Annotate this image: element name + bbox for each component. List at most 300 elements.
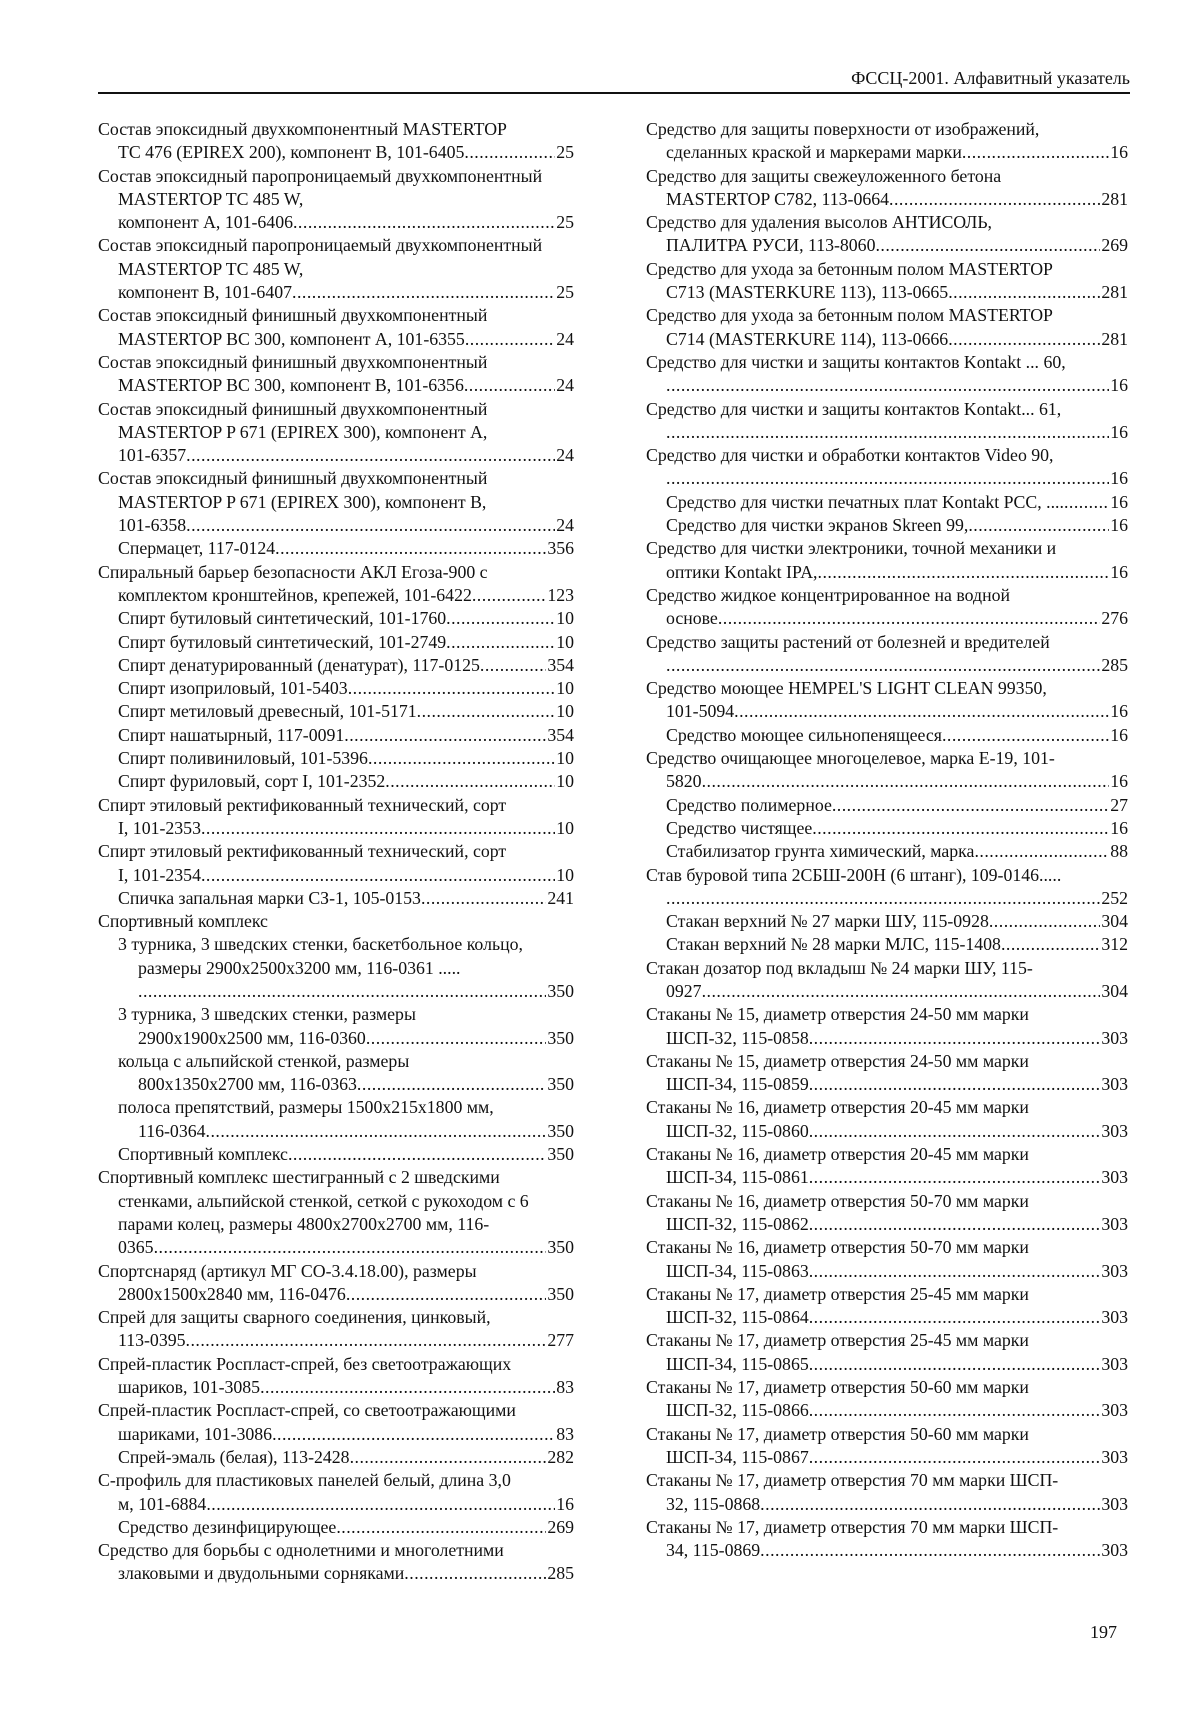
dot-leader [809,1399,1101,1422]
index-entry-label: 101-6358 [118,515,187,536]
index-entry-leader-line [666,607,1128,630]
index-entry-leader-line [118,817,574,840]
index-entry-leader-line [118,724,574,747]
index-entry [98,537,574,560]
index-entry-leader-line [666,887,1128,910]
dot-leader [293,211,555,234]
dot-leader [348,677,556,700]
index-entry-page: 303 [1101,1446,1128,1467]
dot-leader [809,1027,1101,1050]
dot-leader [812,817,1109,840]
index-entry-page: 16 [556,1493,574,1514]
index-entry [646,1516,1128,1563]
index-entry-text: Спортивный комплекс [98,911,268,932]
index-entry-text: полоса препятствий, размеры 1500x215x1800 мм, [118,1097,494,1118]
index-entry-page: 10 [556,608,574,629]
index-entry-leader-line [118,1446,574,1469]
index-entry-leader-line [666,1120,1128,1143]
index-entry [646,1050,1128,1097]
index-entry-page: 350 [547,1283,574,1304]
dot-leader [186,514,555,537]
index-entry-text: Состав эпоксидный двухкомпонентный MASTERTOP [98,119,507,139]
index-entry-text: Средство очищающее многоцелевое, марка Е-19, 101- [646,748,1055,769]
dot-leader [260,1376,555,1399]
index-entry-text: Средство для чистки и обработки контактов Video 90, [646,445,1054,466]
index-entry-text: Средство для ухода за бетонным полом MASTERTOP [646,258,1053,279]
index-entry-leader-line [666,1260,1128,1283]
index-entry-text: 3 турника, 3 шведских стенки, размеры [118,1004,416,1025]
index-entry-leader-line [666,374,1128,397]
index-entry-leader-line [138,980,574,1003]
index-entry-leader-line [118,1143,574,1166]
index-entry-leader-line [118,677,574,700]
index-entry-page: 16 [1110,421,1128,442]
index-entry-leader-line [118,887,574,910]
index-entry-page: 350 [547,1074,574,1095]
index-entry [646,1236,1128,1283]
index-entry-page: 277 [547,1330,574,1351]
index-entry-label: ШСП-32, 115-0858 [666,1027,809,1048]
index-entry-page: 16 [1110,375,1128,396]
index-entry-leader-line [666,1073,1128,1096]
index-entry-leader-line [666,700,1128,723]
dot-leader [809,1073,1101,1096]
dot-leader [809,1120,1101,1143]
index-entry-label: ШСП-32, 115-0860 [666,1120,809,1141]
index-entry-page: 10 [556,817,574,838]
index-entry [98,654,574,677]
index-entry-leader-line [666,467,1128,490]
index-entry-label: ШСП-34, 115-0865 [666,1353,809,1374]
index-entry-label: 800x1350x2700 мм, 116-0363 [138,1074,357,1095]
index-entry-page: 10 [556,678,574,699]
index-entry-label: компонент B, 101-6407 [118,282,292,303]
index-entry-page: 354 [547,654,574,675]
dot-leader [368,747,555,770]
index-entry-page: 350 [547,1144,574,1165]
index-entry-text: Средство для ухода за бетонным полом MASTERTOP [646,305,1053,326]
index-entry-leader-line [666,514,1128,537]
dot-leader [718,607,1101,630]
index-entry [646,1283,1128,1330]
index-entry-page: 10 [556,864,574,885]
index-entry-label: ШСП-32, 115-0864 [666,1307,809,1328]
index-entry-page: 285 [547,1563,574,1584]
index-entry-leader-line [666,421,1128,444]
index-entry-label: ШСП-32, 115-0866 [666,1400,809,1421]
index-entry-label: I, 101-2353 [118,817,201,838]
index-entry [646,211,1128,258]
dot-leader [480,654,546,677]
dot-leader [666,374,1109,397]
dot-leader [186,444,555,467]
index-entry-leader-line [138,1073,574,1096]
index-entry [98,1003,574,1050]
index-entry [98,467,574,537]
index-entry-page: 282 [547,1446,574,1467]
index-entry-page: 304 [1101,980,1128,1001]
index-entry-page: 281 [1101,282,1128,303]
index-entry-leader-line [138,1120,574,1143]
index-entry-leader-line [118,328,574,351]
index-entry-leader-line [666,1306,1128,1329]
index-entry-text: Состав эпоксидный финишный двухкомпонентный [98,351,488,372]
index-entry [98,1050,574,1097]
index-entry-label: Спрей-эмаль (белая), 113-2428 [118,1446,350,1467]
index-entry-text: Средство моющее HEMPEL'S LIGHT CLEAN 99350, [646,678,1047,699]
index-entry [646,584,1128,631]
dot-leader [154,1236,547,1259]
index-entry-text: Стаканы № 16, диаметр отверстия 20-45 мм марки [646,1097,1029,1118]
index-entry-label: ШСП-34, 115-0863 [666,1260,809,1281]
index-entry-page: 281 [1101,188,1128,209]
index-entry-label: Стакан верхний № 28 марки МЛС, 115-1408 [666,934,1001,955]
index-entry-leader-line [118,537,574,560]
dot-leader [206,1493,555,1516]
index-entry [98,234,574,304]
index-entry-page: 303 [1101,1260,1128,1281]
index-entry-leader-line [666,281,1128,304]
index-entry-label: ШСП-34, 115-0867 [666,1446,809,1467]
index-entry-label: MASTERTOP BC 300, компонент B, 101-6356 [118,375,464,396]
index-entry-label: Стабилизатор грунта химический, марка [666,841,975,862]
index-entry [646,794,1128,817]
dot-leader [138,980,546,1003]
index-entry [646,1003,1128,1050]
index-entry-label: оптики Kontakt IPA, [666,561,818,582]
index-entry-label: MASTERTOP C782, 113-0664 [666,188,890,209]
index-entry-page: 303 [1101,1400,1128,1421]
index-entry-leader-line [666,1353,1128,1376]
index-entry-leader-line [666,933,1128,956]
index-column-left [98,118,574,1586]
index-entry-page: 312 [1101,934,1128,955]
index-entry-text: Средство для удаления высолов АНТИСОЛЬ, [646,212,992,233]
index-entry-page: 276 [1101,608,1128,629]
index-entry [98,1516,574,1539]
index-entry-text: Стаканы № 15, диаметр отверстия 24-50 мм марки [646,1050,1029,1071]
page-number: 197 [1090,1622,1117,1642]
index-entry-leader-line [666,1166,1128,1189]
index-entry-page: 10 [556,631,574,652]
index-entry-page: 123 [547,584,574,605]
index-entry-label: Спирт изоприловый, 101-5403 [118,678,348,699]
index-entry-label: C714 (MASTERKURE 114), 113-0666 [666,328,949,349]
index-entry-leader-line [118,281,574,304]
index-entry-text: Состав эпоксидный финишный двухкомпонентный MASTERTOP P 671 (EPIREX 300), компонент B, [98,468,488,512]
index-entry-leader-line [666,1539,1128,1562]
index-entry-leader-line [666,770,1128,793]
index-entry-text: Спрей-пластик Роспласт-спрей, без светоотражающих [98,1353,512,1374]
index-entry-text: С-профиль для пластиковых панелей белый, длина 3,0 [98,1470,511,1491]
index-entry [98,607,574,630]
index-entry-text: Средство для защиты поверхности от изображений, [646,119,1040,139]
dot-leader [809,1213,1101,1236]
dot-leader [465,328,555,351]
dot-leader [948,281,1100,304]
index-entry-page: 27 [1110,794,1128,815]
index-entry [646,1469,1128,1516]
index-entry-label: компонент A, 101-6406 [118,212,293,233]
index-entry [646,1190,1128,1237]
index-entry-page: 241 [547,887,574,908]
index-entry-text: Стаканы № 17, диаметр отверстия 25-45 мм марки [646,1330,1029,1351]
index-entry-leader-line [118,700,574,723]
index-entry [98,398,574,468]
index-entry [646,1329,1128,1376]
dot-leader [809,1306,1101,1329]
dot-leader [889,188,1100,211]
dot-leader [292,281,555,304]
dot-leader [734,700,1109,723]
dot-leader [666,887,1100,910]
index-entry-text: Стаканы № 16, диаметр отверстия 50-70 мм марки [646,1190,1029,1211]
index-entry-leader-line [666,654,1128,677]
index-entry [98,165,574,235]
index-entry-label: Спирт денатурированный (денатурат), 117-0125 [118,654,480,675]
index-entry-leader-line [118,1562,574,1585]
index-entry-page: 304 [1101,911,1128,932]
index-entry [646,631,1128,678]
index-entry-page: 303 [1101,1074,1128,1095]
dot-leader [404,1562,546,1585]
index-entry-leader-line [118,1516,574,1539]
index-entry-leader-line [118,514,574,537]
index-entry-label: ШСП-34, 115-0859 [666,1074,809,1095]
index-entry-label: 101-6357 [118,445,187,466]
index-entry [646,747,1128,794]
index-entry [646,165,1128,212]
index-entry-leader-line [118,864,574,887]
index-entry [646,537,1128,584]
index-entry-label: злаковыми и двудольными сорняками [118,1563,405,1584]
dot-leader [989,910,1100,933]
dot-leader [464,374,555,397]
dot-leader [336,1516,546,1539]
dot-leader [809,1446,1101,1469]
index-entry [98,351,574,398]
index-entry-label: 116-0364 [138,1120,206,1141]
index-entry-page: 16 [1110,142,1128,163]
dot-leader [417,700,556,723]
index-entry-page: 303 [1101,1307,1128,1328]
index-entry [646,1376,1128,1423]
index-entry-leader-line [666,840,1128,863]
dot-leader [818,561,1110,584]
index-entry-leader-line [118,654,574,677]
index-entry-page: 16 [1110,771,1128,792]
index-entry-page: 269 [547,1516,574,1537]
index-entry-label: Спирт поливиниловый, 101-5396 [118,748,368,769]
index-entry-text: Став буровой типа 2СБШ-200Н (6 штанг), 109-0146..... [646,864,1062,885]
dot-leader [366,1027,547,1050]
index-entry-leader-line [666,794,1128,817]
index-entry-leader-line [118,1493,574,1516]
index-entry-leader-line [666,328,1128,351]
index-entry-page: 303 [1101,1120,1128,1141]
index-entry [98,1306,574,1353]
index-entry-label: 113-0395 [118,1330,186,1351]
index-entry-label: Стакан верхний № 27 марки ШУ, 115-0928 [666,911,989,932]
index-entry-label: Спичка запальная марки СЗ-1, 105-0153 [118,887,421,908]
index-entry-leader-line [666,141,1128,164]
dot-leader [446,631,555,654]
index-entry-page: 10 [556,701,574,722]
dot-leader [809,1260,1101,1283]
dot-leader [702,980,1101,1003]
index-entry-label: 0927 [666,980,702,1001]
index-entry-page: 269 [1101,235,1128,256]
index-entry-label: TC 476 (EPIREX 200), компонент B, 101-6405 [118,142,465,163]
index-entry-page: 303 [1101,1493,1128,1514]
dot-leader [948,328,1100,351]
index-entry-leader-line [118,1283,574,1306]
index-entry-leader-line [118,1423,574,1446]
index-entry-page: 24 [556,445,574,466]
dot-leader [357,1073,546,1096]
index-entry [98,304,574,351]
index-entry-label: 0365 [118,1237,154,1258]
dot-leader [1064,491,1109,514]
index-entry-text: Спортивный комплекс шестигранный с 2 шведскими стенками, альпийской стенкой, сеткой с рукоходом с 6 парами колец, размеры 4800x2700x2700 мм, 116- [98,1167,529,1234]
dot-leader [832,794,1109,817]
dot-leader [968,514,1109,537]
index-entry [98,724,574,747]
dot-leader [760,1539,1100,1562]
dot-leader [385,770,555,793]
index-entry [98,794,574,841]
index-entry-text: Средство для чистки и защиты контактов Kontakt... 61, [646,398,1062,419]
index-entry-text: Стаканы № 17, диаметр отверстия 50-60 мм марки [646,1423,1029,1444]
index-entry-leader-line [118,444,574,467]
index-entry-label: MASTERTOP BC 300, компонент A, 101-6355 [118,328,465,349]
index-entry-text: Спиральный барьер безопасности АКЛ Егоза-900 с [98,561,488,582]
dot-leader [875,234,1100,257]
dot-leader [201,817,555,840]
index-entry-label: C713 (MASTERKURE 113), 113-0665 [666,282,949,303]
index-entry [646,258,1128,305]
index-entry-text: Спирт этиловый ректификованный технический, сорт [98,841,507,862]
index-entry-leader-line [666,561,1128,584]
index-entry-label: Средство для чистки экранов Skreen 99, [666,515,969,536]
index-entry [646,514,1128,537]
index-entry-page: 10 [556,771,574,792]
index-entry-leader-line [666,1493,1128,1516]
index-entry-leader-line [666,234,1128,257]
index-entry-label: Спирт фуриловый, сорт I, 101-2352 [118,771,386,792]
index-entry-leader-line [118,1236,574,1259]
index-entry-label: Спирт нашатырный, 117-0091 [118,724,345,745]
index-entry [646,398,1128,445]
dot-leader [446,607,555,630]
index-entry-text: Средство для чистки и защиты контактов Kontakt ... 60, [646,351,1066,372]
index-entry-leader-line [118,141,574,164]
index-entry-page: 88 [1110,841,1128,862]
index-entry-text: Состав эпоксидный паропроницаемый двухкомпонентный MASTERTOP TC 485 W, [98,235,543,279]
index-entry-leader-line [138,1027,574,1050]
index-entry-text: Состав эпоксидный финишный двухкомпонентный [98,305,488,326]
index-entry-page: 303 [1101,1540,1128,1561]
index-entry-text: Стаканы № 16, диаметр отверстия 50-70 мм марки [646,1237,1029,1258]
index-entry [98,770,574,793]
index-entry-page: 350 [547,1120,574,1141]
index-entry-label: 2800x1500x2840 мм, 116-0476 [118,1283,346,1304]
index-entry-page: 354 [547,724,574,745]
index-entry-text: Стаканы № 17, диаметр отверстия 50-60 мм марки [646,1377,1029,1398]
index-entry-page: 16 [1110,491,1128,512]
index-entry-page: 83 [556,1377,574,1398]
index-entry [646,724,1128,747]
dot-leader [272,1423,555,1446]
index-entry-label: сделанных краской и маркерами марки [666,142,962,163]
index-entry-label: м, 101-6884 [118,1493,207,1514]
index-entry-page: 285 [1101,654,1128,675]
index-entry-page: 24 [556,375,574,396]
index-entry [98,1539,574,1586]
index-entry-text: Средство жидкое концентрированное на водной [646,584,1011,605]
index-entry-page: 24 [556,328,574,349]
index-entry-page: 16 [1110,515,1128,536]
index-entry-text: Стаканы № 15, диаметр отверстия 24-50 мм марки [646,1004,1029,1025]
dot-leader [702,770,1110,793]
index-entry-text: Стаканы № 17, диаметр отверстия 25-45 мм марки [646,1283,1029,1304]
dot-leader [186,1329,547,1352]
index-entry-leader-line [666,980,1128,1003]
index-entry [98,910,574,933]
index-entry-page: 16 [1110,724,1128,745]
index-entry-label: комплектом кронштейнов, крепежей, 101-6422 [118,584,472,605]
dot-leader [275,537,546,560]
index-entry [98,1166,574,1259]
index-entry-page: 16 [1110,561,1128,582]
index-entry [98,933,574,1003]
index-entry [98,1260,574,1307]
index-entry-label: Средство дезинфицирующее [118,1516,337,1537]
index-entry-leader-line [118,1376,574,1399]
index-entry [646,491,1128,514]
index-entry-leader-line [666,910,1128,933]
index-entry-label: ПАЛИТРА РУСИ, 113-8060 [666,235,876,256]
index-entry-label: 2900x1900x2500 мм, 116-0360 [138,1027,366,1048]
index-entry-label: Средство для чистки печатных плат Kontakt PCC, .... [666,491,1064,512]
index-entry-label: шариков, 101-3085 [118,1377,261,1398]
index-entry-leader-line [666,1027,1128,1050]
index-entry-leader-line [666,817,1128,840]
index-entry-page: 350 [547,1237,574,1258]
index-entry-text: Средство для борьбы с однолетними и многолетними [98,1540,504,1561]
index-entry-page: 16 [1110,817,1128,838]
index-entry-leader-line [118,374,574,397]
index-entry-page: 281 [1101,328,1128,349]
index-entry [98,677,574,700]
dot-leader [809,1166,1101,1189]
index-entry-page: 16 [1110,468,1128,489]
index-entry [646,933,1128,956]
index-entry [646,351,1128,398]
dot-leader [942,724,1109,747]
index-entry-label: 34, 115-0869 [666,1540,761,1561]
dot-leader [346,1283,547,1306]
header-rule [98,92,1130,94]
index-entry-text: кольца с альпийской стенкой, размеры [118,1050,410,1071]
index-entry [98,747,574,770]
index-entry-text: Состав эпоксидный финишный двухкомпонентный MASTERTOP P 671 (EPIREX 300), компонент A, [98,398,488,442]
dot-leader [666,654,1100,677]
index-entry [646,677,1128,724]
index-entry-page: 16 [1110,701,1128,722]
index-entry [646,817,1128,840]
index-entry [646,1143,1128,1190]
